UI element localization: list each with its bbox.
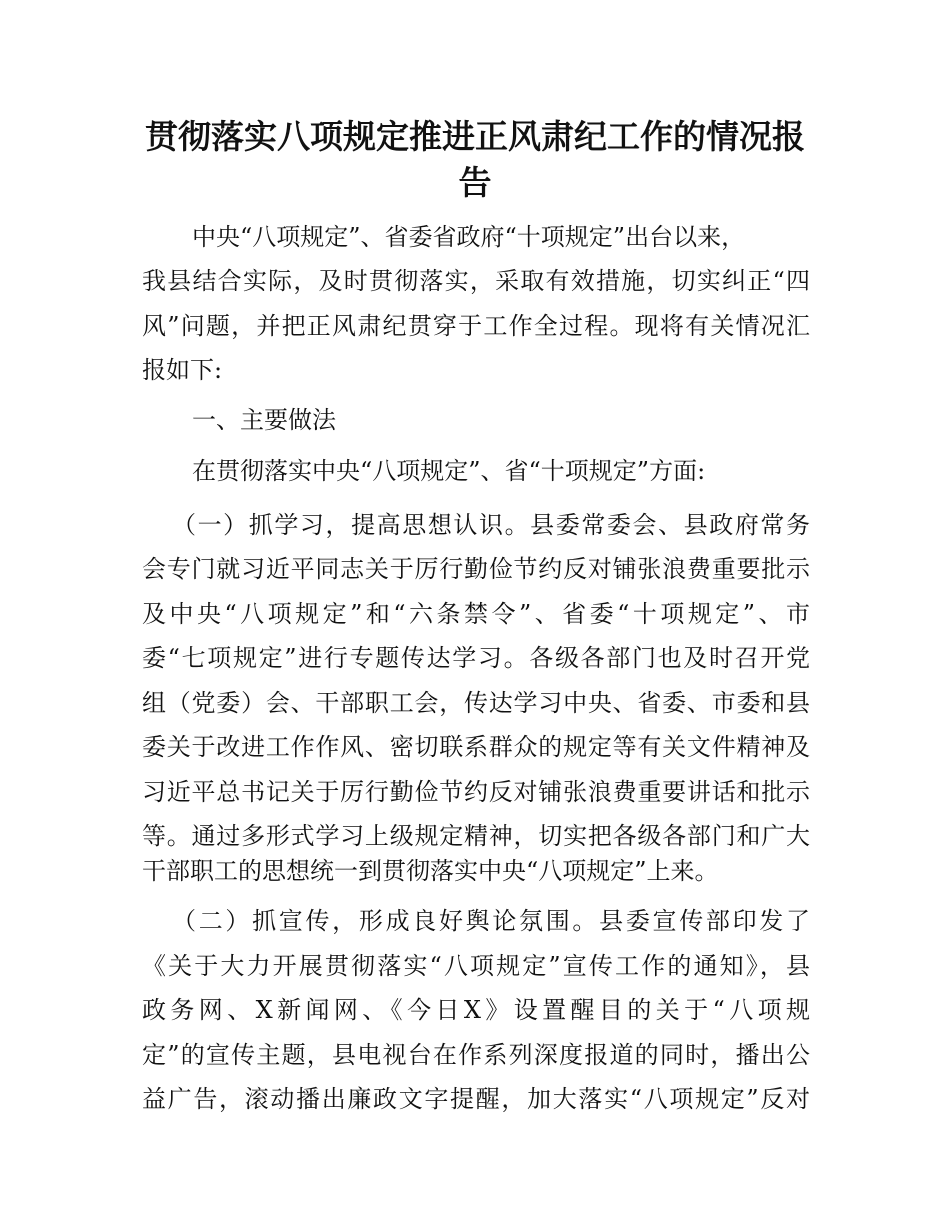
paragraph-line: 我县结合实际，及时贯彻落实，采取有效措施，切实纠正“四: [142, 267, 810, 295]
paragraph-line: 益广告，滚动播出廉政文字提醒，加大落实“八项规定”反对: [142, 1085, 810, 1113]
paragraph-line: 干部职工的思想统一到贯彻落实中央“八项规定”上来。: [142, 857, 719, 885]
paragraph-line: 风”问题，并把正风肃纪贯穿于工作全过程。现将有关情况汇: [142, 312, 810, 340]
paragraph-line: 报如下:: [142, 356, 223, 384]
paragraph-line: （一）抓学习，提高思想认识。县委常委会、县政府常务: [172, 511, 810, 539]
paragraph-line: 在贯彻落实中央“八项规定”、省“十项规定”方面:: [192, 457, 706, 485]
paragraph-line: 《关于大力开展贯彻落实“八项规定”宣传工作的通知》，县: [142, 952, 810, 980]
paragraph-line: 习近平总书记关于厉行勤俭节约反对铺张浪费重要讲话和批示: [142, 778, 810, 806]
paragraph-line: 中央“八项规定”、省委省政府“十项规定”出台以来，: [192, 223, 746, 251]
paragraph-line: 委关于改进工作作风、密切联系群众的规定等有关文件精神及: [142, 733, 810, 761]
document-title-line-1: 贯彻落实八项规定推进正风肃纪工作的情况报: [145, 117, 805, 156]
paragraph-line: 会专门就习近平同志关于厉行勤俭节约反对铺张浪费重要批示: [142, 555, 810, 583]
paragraph-line: （二）抓宣传，形成良好舆论氛围。县委宣传部印发了: [172, 907, 810, 935]
paragraph-line: 等。通过多形式学习上级规定精神，切实把各级各部门和广大: [142, 822, 810, 850]
section-heading: 一、主要做法: [192, 406, 336, 434]
paragraph-line: 组（党委）会、干部职工会，传达学习中央、省委、市委和县: [142, 689, 810, 717]
paragraph-line: 委“七项规定”进行专题传达学习。各级各部门也及时召开党: [142, 644, 810, 672]
paragraph-line: 定”的宣传主题，县电视台在作系列深度报道的同时，播出公: [142, 1041, 810, 1069]
document-title-line-2: 告: [458, 163, 492, 202]
paragraph-line: 及中央“八项规定”和“六条禁令”、省委“十项规定”、市: [142, 600, 810, 628]
paragraph-line: 政务网、X新闻网、《今日X》设置醒目的关于“八项规: [142, 996, 810, 1024]
